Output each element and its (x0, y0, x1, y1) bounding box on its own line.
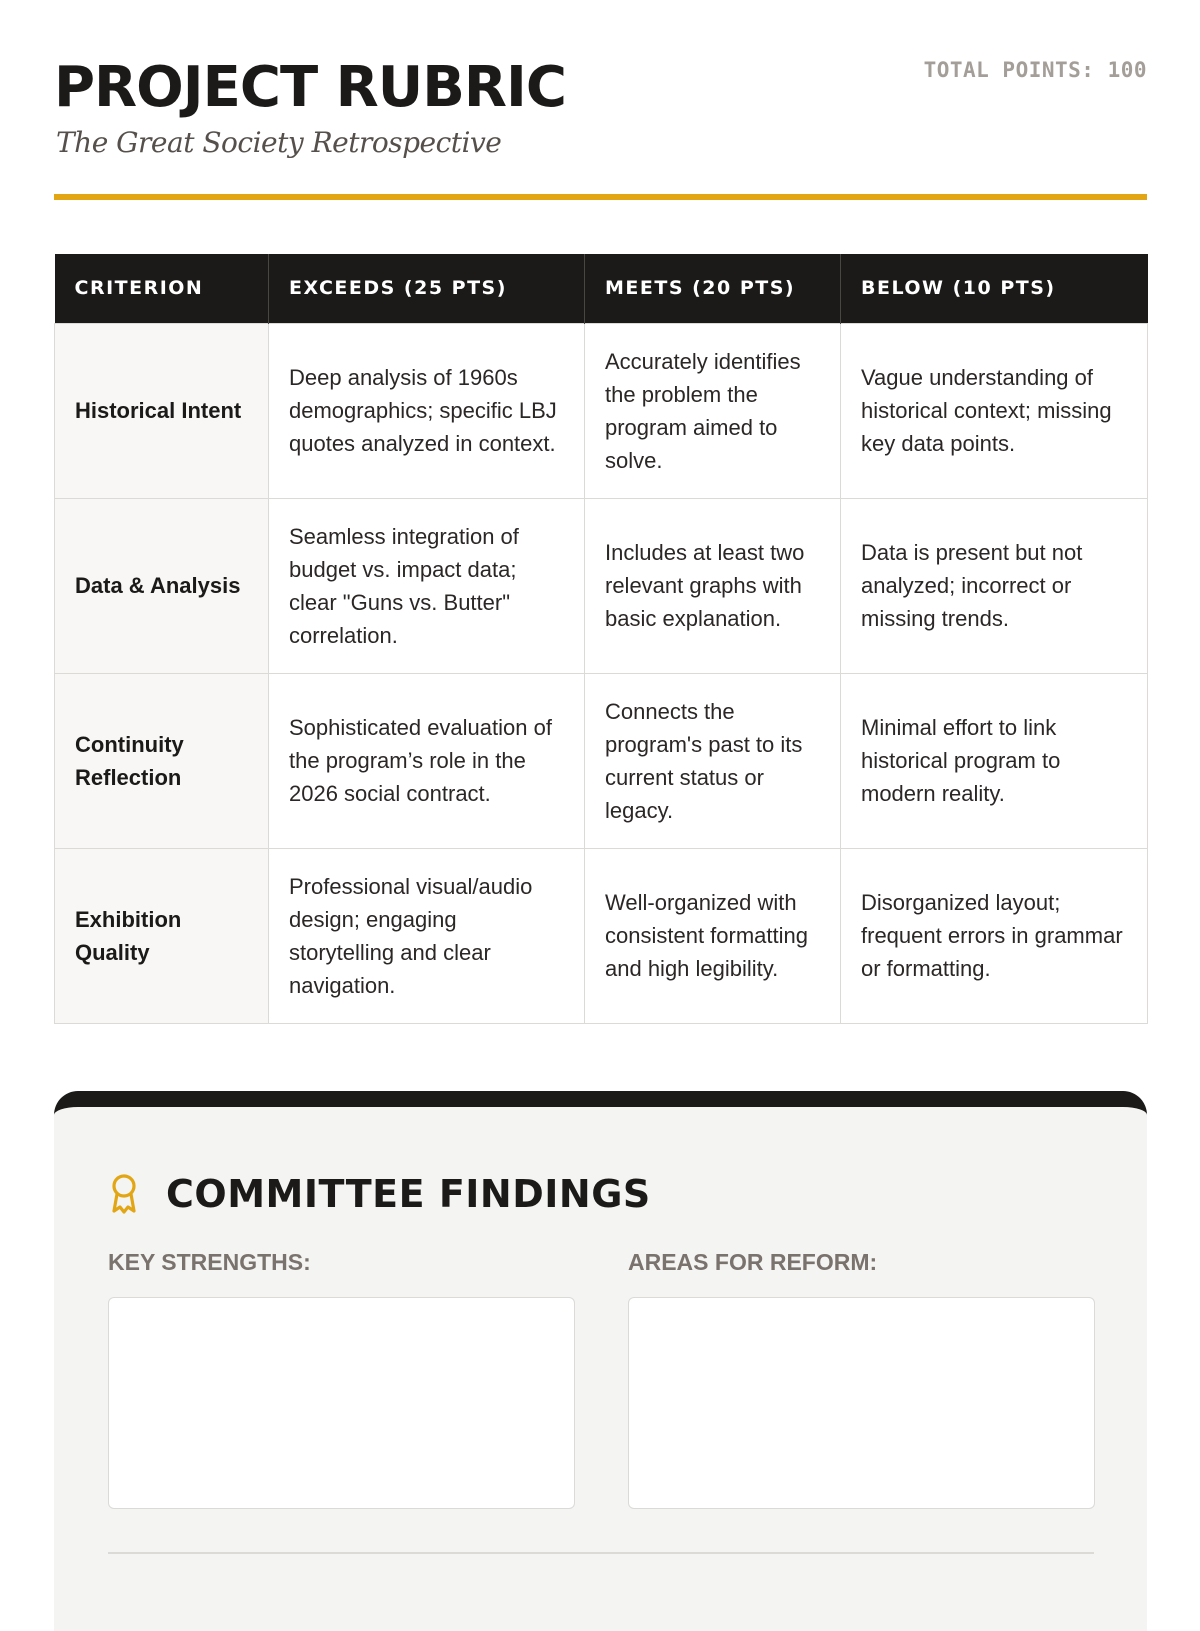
below-cell: Minimal effort to link historical program to modern reality. (841, 673, 1148, 848)
findings-heading (108, 1167, 651, 1221)
below-cell: Data is present but not analyzed; incorrect or missing trends. (841, 498, 1148, 673)
table-row (55, 848, 1148, 1023)
key-strengths-label: KEY STRENGTHS: (108, 1249, 311, 1275)
areas-for-reform-field[interactable] (628, 1297, 1095, 1509)
column-header-below: BELOW (10 PTS) (841, 254, 1148, 323)
column-header-meets: MEETS (20 PTS) (585, 254, 841, 323)
criterion-cell: Exhibition Quality (55, 848, 269, 1023)
rubric-page (54, 0, 1147, 1600)
award-ribbon-icon (108, 1173, 140, 1215)
key-strengths-field[interactable] (108, 1297, 575, 1509)
below-cell: Disorganized layout; frequent errors in grammar or formatting. (841, 848, 1148, 1023)
exceeds-cell: Deep analysis of 1960s demographics; specific LBJ quotes analyzed in context. (269, 323, 585, 498)
table-row (55, 498, 1148, 673)
committee-findings-panel (54, 1091, 1147, 1631)
meets-cell: Connects the program's past to its current status or legacy. (585, 673, 841, 848)
criterion-cell: Continuity Reflection (55, 673, 269, 848)
criterion-cell: Data & Analysis (55, 498, 269, 673)
criterion-cell: Historical Intent (55, 323, 269, 498)
rubric-table (54, 254, 1148, 1024)
table-row (55, 673, 1148, 848)
meets-cell: Well-organized with consistent formatting and high legibility. (585, 848, 841, 1023)
page-title: PROJECT RUBRIC (54, 55, 566, 120)
page-header (54, 52, 1147, 200)
exceeds-cell: Professional visual/audio design; engaging storytelling and clear navigation. (269, 848, 585, 1023)
meets-cell: Accurately identifies the problem the program aimed to solve. (585, 323, 841, 498)
findings-divider (108, 1552, 1094, 1554)
exceeds-cell: Sophisticated evaluation of the program’s role in the 2026 social contract. (269, 673, 585, 848)
areas-for-reform-label: AREAS FOR REFORM: (628, 1249, 878, 1275)
accent-divider (54, 194, 1147, 200)
page-subtitle: The Great Society Retrospective (56, 126, 502, 159)
findings-title: COMMITTEE FINDINGS (166, 1172, 651, 1216)
total-points: TOTAL POINTS: 100 (923, 58, 1147, 82)
exceeds-cell: Seamless integration of budget vs. impact data; clear "Guns vs. Butter" correlation. (269, 498, 585, 673)
column-header-exceeds: EXCEEDS (25 PTS) (269, 254, 585, 323)
below-cell: Vague understanding of historical context; missing key data points. (841, 323, 1148, 498)
column-header-criterion: CRITERION (55, 254, 269, 323)
table-row (55, 323, 1148, 498)
meets-cell: Includes at least two relevant graphs with basic explanation. (585, 498, 841, 673)
table-header-row (55, 254, 1148, 323)
